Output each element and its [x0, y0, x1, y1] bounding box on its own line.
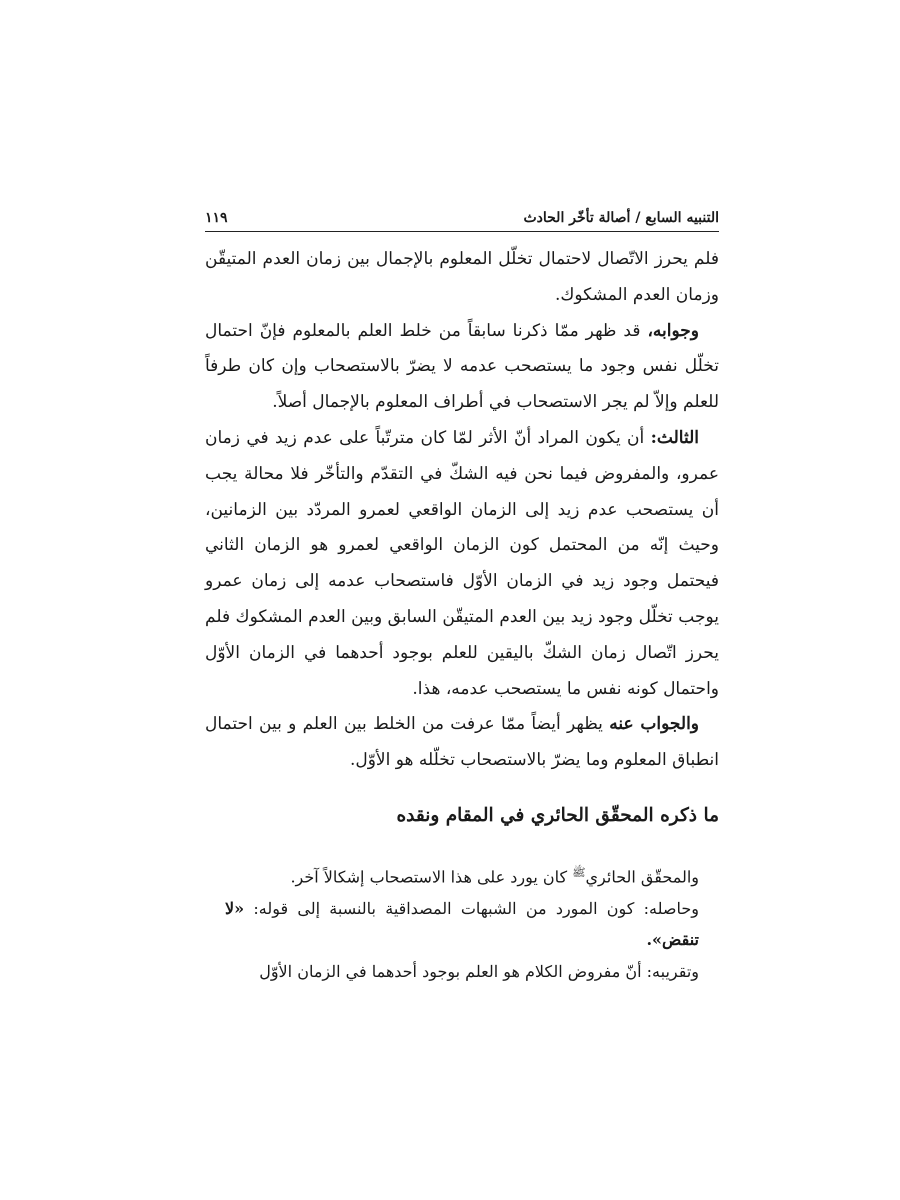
paragraph-2-text: قد ظهر ممّا ذكرنا سابقاً من خلط العلم بالمعلوم فإنّ احتمال تخلّل نفس وجود ما يستصحب عدمه لا يضرّ بالاستصحاب وإن كان طرفاً للعلم وإلاّ لم يجر الاستصحاب في أطراف المعلوم بالإجمال أصلاً. [205, 320, 719, 413]
section-line-1-before: والمحقّق الحائري [585, 867, 699, 887]
section-line-3-before: وتقريبه: أنّ مفروض الكلام هو العلم بوجود أحدهما في الزمان الأوّل [259, 961, 699, 981]
paragraph-2 [205, 314, 719, 421]
paragraph-4 [205, 707, 719, 779]
section-body [205, 857, 719, 987]
section-line-1 [225, 857, 699, 893]
paragraph-3 [205, 421, 719, 707]
paragraph-1-text: فلم يحرز الاتّصال لاحتمال تخلّل المعلوم بالإجمال بين زمان العدم المتيقّن وزمان العدم المشكوك. [205, 249, 719, 305]
section-line-3 [225, 956, 699, 988]
book-page [205, 200, 719, 987]
paragraph-1 [205, 242, 719, 314]
running-head [205, 200, 719, 232]
paragraph-4-lead: والجواب عنه [609, 714, 700, 735]
body-text [205, 242, 719, 779]
chapter-title: التنبيه السابع / أصالة تأخّر الحادث [523, 210, 719, 226]
section-heading: ما ذكره المحقّق الحائري في المقام ونقده [396, 804, 719, 826]
paragraph-3-text: أن يكون المراد أنّ الأثر لمّا كان مترتّباً على عدم زيد في زمان عمرو، والمفروض فيما نحن فيه الشكّ في التقدّم والتأخّر فلا محالة يجب أن يستصحب عدم زيد إلى الزمان الواقعي لعمرو المردّد بين الزمانين، وحيث إنّه من المحتمل كون الزمان الواقعي لعمرو هو الزمان الثاني فيحتمل وجود زيد في الزمان الأوّل فاستصحاب عدمه إلى زمان عمرو يوجب تخلّل وجود زيد بين العدم المتيقّن السابق وبين العدم المشكوك فلم يحرز اتّصال زمان الشكّ باليقين للعلم بوجود أحدهما في الزمان الأوّل واحتمال كونه نفس ما يستصحب عدمه، هذا. [205, 427, 719, 699]
paragraph-4-text: يظهر أيضاً ممّا عرفت من الخلط بين العلم و بين احتمال انطباق المعلوم وما يضرّ بالاستصحاب تخلّله هو الأوّل. [205, 714, 719, 771]
section-line-2-before: وحاصله: كون المورد من الشبهات المصداقية بالنسبة إلى قوله: [244, 898, 699, 918]
paragraph-3-lead: الثالث: [650, 427, 699, 448]
paragraph-2-lead: وجوابه، [647, 320, 699, 341]
quote-bold: «لا تنقض». [225, 898, 699, 950]
section-line-2 [225, 893, 699, 956]
page-number: ١١٩ [205, 210, 228, 226]
section-line-1-after: كان يورد على هذا الاستصحاب إشكالاً آخر. [290, 867, 573, 887]
honorific-mark: ﷺ [572, 865, 586, 879]
